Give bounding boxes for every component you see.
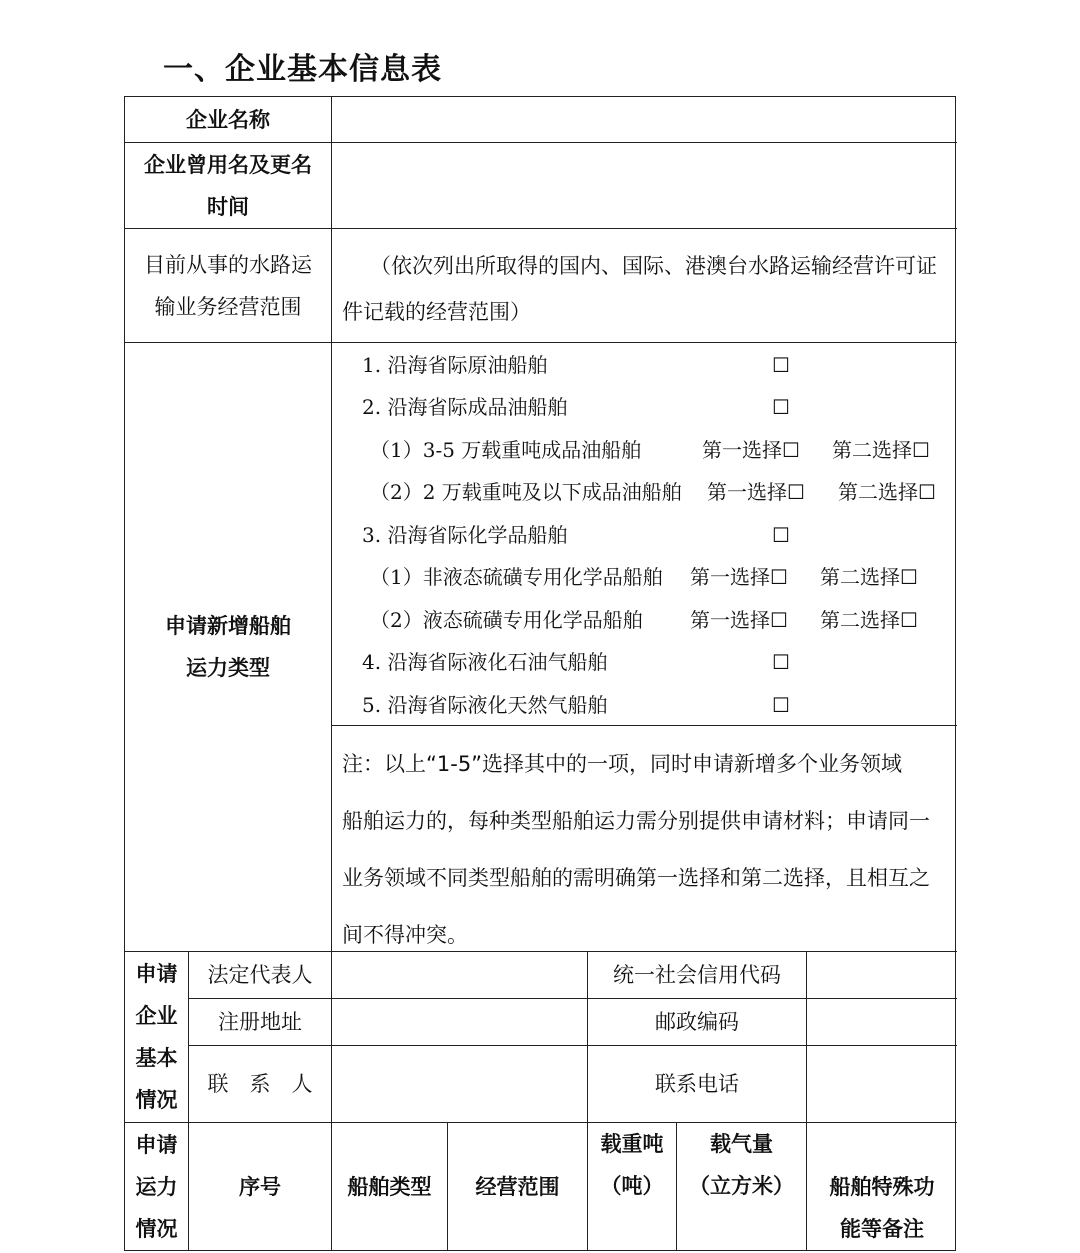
option-chemical-liquid-sulfur [332,599,957,641]
former-name-label-line1: 企业曾用名及更名 [144,152,312,177]
enterprise-info-table [124,96,956,1251]
credit-code-field[interactable] [807,952,957,999]
header-line: 船舶特殊功 [829,1175,935,1199]
checkbox-icon[interactable]: ☐ [772,693,790,717]
option-product-oil[interactable] [332,386,957,428]
col-seq-header: 序号 [189,1123,332,1250]
group-label-line: 情况 [135,1088,178,1112]
option-label: （1）3-5 万载重吨成品油船舶 [370,438,642,462]
option-label: 4. 沿海省际液化石油气船舶 [362,650,608,674]
option-product-oil-2 [332,471,957,513]
company-name-field[interactable] [332,97,957,143]
address-field[interactable] [332,999,588,1046]
header-line: 载气量 [710,1132,773,1156]
col-dwt-header [588,1123,677,1250]
option-label: 3. 沿海省际化学品船舶 [362,523,568,547]
first-choice-checkbox[interactable]: 第一选择☐ [707,480,805,504]
checkbox-icon[interactable]: ☐ [772,650,790,674]
option-chemical-non-liquid-sulfur [332,556,957,598]
group-label-line: 申请 [135,1132,178,1157]
option-label: （2）液态硫磺专用化学品船舶 [370,608,643,632]
second-choice-checkbox[interactable]: 第二选择☐ [832,438,930,462]
option-label: 2. 沿海省际成品油船舶 [362,395,568,419]
group-label-line: 基本 [135,1046,178,1070]
header-line: （吨） [600,1174,664,1198]
postal-code-field[interactable] [807,999,957,1046]
phone-label: 联系电话 [588,1046,807,1123]
legal-rep-label: 法定代表人 [189,952,332,999]
second-choice-checkbox[interactable]: 第二选择☐ [820,565,918,589]
former-name-label [125,143,332,229]
contact-field[interactable] [332,1046,588,1123]
note-line4: 间不得冲突。 [342,923,468,947]
scope-field[interactable] [332,229,957,343]
group-label-line: 企业 [135,1004,178,1028]
option-label: 1. 沿海省际原油船舶 [362,353,548,377]
option-label: （1）非液态硫磺专用化学品船舶 [370,565,663,589]
col-ship-type-header: 船舶类型 [332,1123,448,1250]
option-chemical[interactable] [332,514,957,556]
col-gas-header [677,1123,807,1250]
scope-label [125,229,332,343]
header-line: （立方米） [689,1174,794,1198]
note-line2: 船舶运力的，每种类型船舶运力需分别提供申请材料；申请同一 [342,809,930,833]
note-line1: 注：以上“1-5”选择其中的一项，同时申请新增多个业务领域 [342,752,903,776]
scope-label-line1: 目前从事的水路运 [144,252,312,277]
option-label: 5. 沿海省际液化天然气船舶 [362,693,608,717]
col-scope-header: 经营范围 [448,1123,588,1250]
contact-label: 联 系 人 [189,1046,332,1123]
capacity-group-label [125,1123,189,1250]
scope-hint-line1: （依次列出所取得的国内、国际、港澳台水路运输经营许可证 [370,254,937,278]
capacity-type-label-line1: 申请新增船舶 [165,614,291,638]
option-crude-oil[interactable] [332,344,957,386]
scope-label-line2: 输业务经营范围 [154,294,302,319]
checkbox-icon[interactable]: ☐ [772,395,790,419]
note-line3: 业务领域不同类型船舶的需明确第一选择和第二选择，且相互之 [342,866,930,890]
group-label-line: 情况 [135,1216,178,1241]
option-lpg[interactable] [332,641,957,683]
option-product-oil-3-5 [332,429,957,471]
former-name-field[interactable] [332,143,957,229]
group-label-line: 运力 [135,1174,178,1199]
legal-rep-field[interactable] [332,952,588,999]
page-title: 一、企业基本信息表 [163,52,442,87]
phone-field[interactable] [807,1046,957,1123]
address-label: 注册地址 [189,999,332,1046]
postal-code-label: 邮政编码 [588,999,807,1046]
capacity-options [332,343,957,726]
header-line: 载重吨 [600,1132,664,1156]
former-name-label-line2: 时间 [207,194,249,219]
second-choice-checkbox[interactable]: 第二选择☐ [820,608,918,632]
first-choice-checkbox[interactable]: 第一选择☐ [702,438,800,462]
first-choice-checkbox[interactable]: 第一选择☐ [690,608,788,632]
selection-note [332,726,957,952]
basic-info-group-label [125,952,189,1123]
credit-code-label: 统一社会信用代码 [588,952,807,999]
scope-hint-line2: 件记载的经营范围） [342,300,531,324]
checkbox-icon[interactable]: ☐ [772,353,790,377]
option-label: （2）2 万载重吨及以下成品油船舶 [370,480,682,504]
second-choice-checkbox[interactable]: 第二选择☐ [838,480,936,504]
col-remark-header [807,1123,957,1250]
capacity-type-label [125,343,332,952]
company-name-label: 企业名称 [125,97,332,143]
capacity-type-label-line2: 运力类型 [186,656,270,680]
group-label-line: 申请 [135,962,178,986]
first-choice-checkbox[interactable]: 第一选择☐ [690,565,788,589]
option-lng[interactable] [332,684,957,726]
header-line: 能等备注 [840,1217,924,1241]
checkbox-icon[interactable]: ☐ [772,523,790,547]
